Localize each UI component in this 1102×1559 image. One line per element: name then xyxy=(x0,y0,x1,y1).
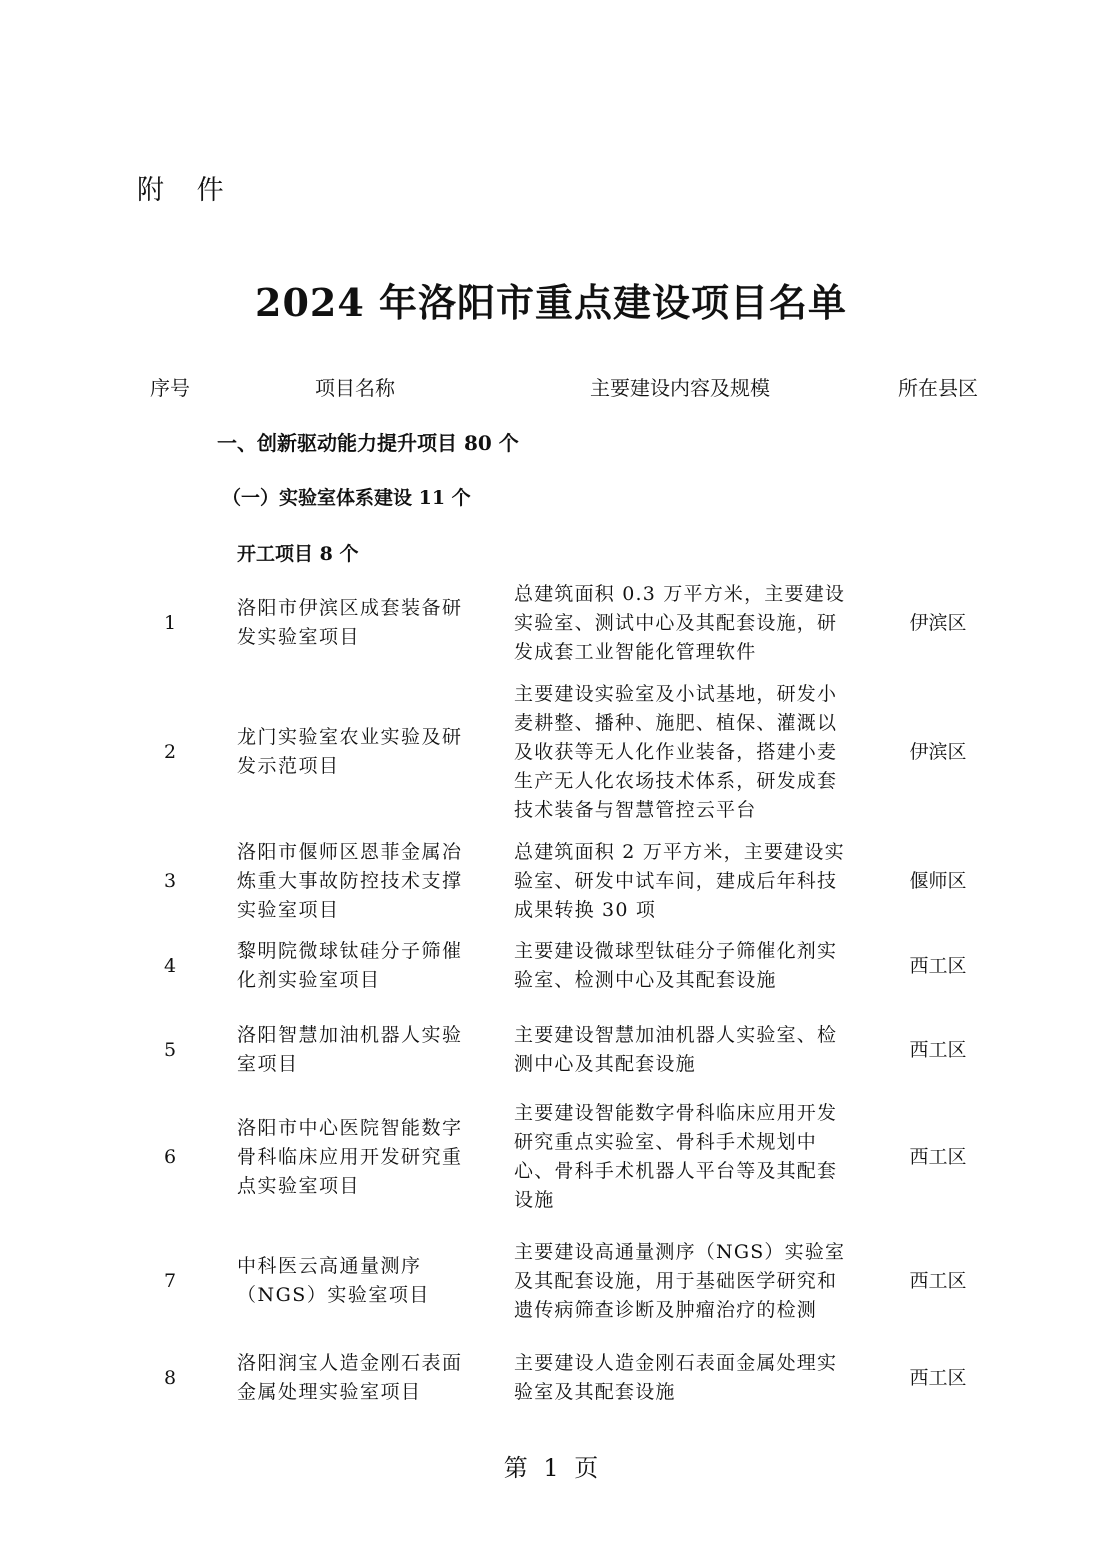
table-row xyxy=(0,1020,1102,1080)
table-row xyxy=(0,678,1102,826)
attachment-label: 附 件 xyxy=(137,175,236,206)
row-name: 洛阳市伊滨区成套装备研发实验室项目 xyxy=(237,597,463,648)
row-content: 主要建设人造金刚石表面金属处理实验室及其配套设施 xyxy=(514,1352,838,1403)
table-row xyxy=(0,1236,1102,1326)
row-seq: 4 xyxy=(163,954,177,977)
row-seq: 6 xyxy=(163,1145,177,1168)
row-name: 洛阳润宝人造金刚石表面金属处理实验室项目 xyxy=(237,1352,463,1403)
header-name: 项目名称 xyxy=(315,376,395,400)
row-content: 主要建设智慧加油机器人实验室、检测中心及其配套设施 xyxy=(514,1024,838,1075)
row-seq: 8 xyxy=(163,1366,177,1389)
row-district: 伊滨区 xyxy=(909,740,967,763)
header-district: 所在县区 xyxy=(898,376,978,400)
table-row xyxy=(0,1348,1102,1408)
row-seq: 2 xyxy=(163,740,177,763)
row-district: 西工区 xyxy=(909,1366,967,1389)
row-content: 主要建设高通量测序（NGS）实验室及其配套设施，用于基础医学研究和遗传病筛查诊断及肿瘤治疗的检测 xyxy=(514,1240,846,1321)
row-seq: 1 xyxy=(163,611,177,634)
row-content: 主要建设微球型钛硅分子筛催化剂实验室、检测中心及其配套设施 xyxy=(514,940,838,991)
row-content: 主要建设智能数字骨科临床应用开发研究重点实验室、骨科手术规划中心、骨科手术机器人平台等及其配套设施 xyxy=(514,1102,838,1211)
row-content: 总建筑面积 0.3 万平方米，主要建设实验室、测试中心及其配套设施，研发成套工业智能化管理软件 xyxy=(514,582,846,663)
subsection-heading: 开工项目 8 个 xyxy=(237,543,359,565)
row-name: 洛阳智慧加油机器人实验室项目 xyxy=(237,1024,463,1075)
row-seq: 3 xyxy=(163,869,177,892)
row-name: 龙门实验室农业实验及研发示范项目 xyxy=(237,726,463,777)
header-content: 主要建设内容及规模 xyxy=(590,376,770,400)
table-row xyxy=(0,836,1102,926)
table-row xyxy=(0,1102,1102,1211)
row-seq: 7 xyxy=(163,1269,177,1292)
row-district: 伊滨区 xyxy=(909,611,967,634)
section-heading-1-1: （一）实验室体系建设 11 个 xyxy=(222,487,471,509)
page-title: 2024 年洛阳市重点建设项目名单 xyxy=(255,280,847,325)
header-seq: 序号 xyxy=(150,376,190,400)
row-district: 西工区 xyxy=(909,1269,967,1292)
row-name: 中科医云高通量测序（NGS）实验室项目 xyxy=(237,1255,430,1306)
row-content: 主要建设实验室及小试基地，研发小麦耕整、播种、施肥、植保、灌溉以及收获等无人化作业装备，搭建小麦生产无人化农场技术体系，研发成套技术装备与智慧管控云平台 xyxy=(514,682,838,821)
row-district: 偃师区 xyxy=(909,869,967,892)
row-district: 西工区 xyxy=(909,954,967,977)
row-content: 总建筑面积 2 万平方米，主要建设实验室、研发中试车间，建成后年科技成果转换 30 项 xyxy=(514,840,845,921)
row-district: 西工区 xyxy=(909,1145,967,1168)
row-seq: 5 xyxy=(163,1038,177,1061)
section-heading-1: 一、创新驱动能力提升项目 80 个 xyxy=(217,431,519,455)
row-name: 洛阳市中心医院智能数字骨科临床应用开发研究重点实验室项目 xyxy=(237,1116,463,1197)
row-name: 黎明院微球钛硅分子筛催化剂实验室项目 xyxy=(237,940,463,991)
table-row xyxy=(0,936,1102,996)
row-district: 西工区 xyxy=(909,1038,967,1061)
row-name: 洛阳市偃师区恩菲金属冶炼重大事故防控技术支撑实验室项目 xyxy=(237,840,463,921)
table-row xyxy=(0,578,1102,668)
page-number: 第 1 页 xyxy=(503,1454,599,1482)
